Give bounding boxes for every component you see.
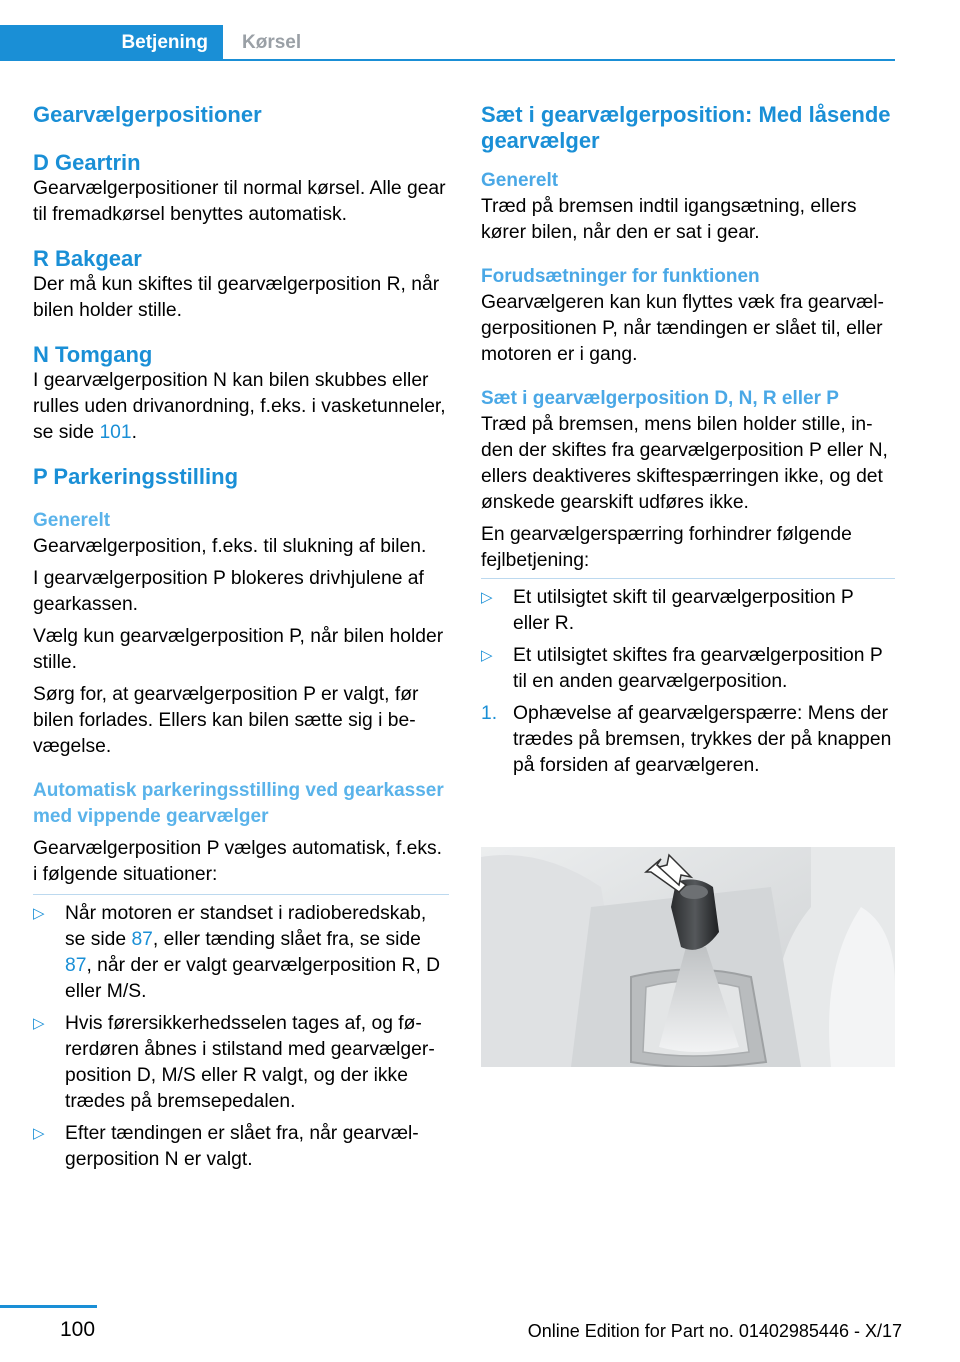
text-p-3: Vælg kun gearvælgerposition P, når bilen holder stille. — [33, 626, 444, 673]
list-divider — [481, 578, 895, 579]
auto-park-list — [33, 901, 449, 1173]
left-column — [33, 102, 449, 1179]
tab-betjening[interactable]: Betjening — [0, 25, 223, 61]
text-p-4: Sørg for, at gearvælgerposition P er valgt, før bilen forlades. Ellers kan bilen sætte sig i bevægelse. — [33, 684, 419, 757]
step-item: 1. Ophævelse af gearvælgerspærre: Mens der trædes på bremsen, trykkes der på knappen på forsiden af gearvælgeren. — [481, 703, 892, 776]
heading-n-tomgang: N Tomgang — [33, 342, 153, 367]
subheading-automatisk-parkering: Automatisk parkeringsstilling ved gearkasser med vippende gearvælger — [33, 780, 444, 827]
tab-korsel[interactable]: Kørsel — [242, 32, 302, 53]
page-number: 100 — [60, 1318, 96, 1341]
list-item: ▷ Efter tændingen er slået fra, når gearvælgerposition N er valgt. — [33, 1123, 419, 1170]
heading-saet-i-d-n-r-p: Sæt i gearvælgerposition D, N, R eller P — [481, 388, 839, 409]
subheading-generelt: Generelt — [33, 510, 111, 531]
page-link-87[interactable]: 87 — [131, 929, 153, 950]
edition-text: Online Edition for Part no. 01402985446 - X/17 — [527, 1321, 902, 1341]
heading-generelt: Generelt — [481, 170, 559, 191]
heading-p-parkeringsstilling: P Parkeringsstilling — [33, 464, 239, 489]
triangle-bullet-icon: ▷ — [33, 905, 45, 922]
page-link-87[interactable]: 87 — [65, 955, 87, 976]
heading-r-bakgear: R Bakgear — [33, 246, 142, 271]
text-spaerring: En gearvælgerspærring forhindrer følgende fejlbetjening: — [481, 524, 852, 571]
gear-selector-drawing — [481, 847, 895, 1067]
triangle-bullet-icon: ▷ — [33, 1015, 45, 1032]
list-divider — [33, 894, 449, 895]
list-item: ▷ Hvis førersikkerhedsselen tages af, og førerdøren åbnes i stilstand med gearvælgerposition D, M/S eller R valgt, og der ikke trædes på bremsepedalen. — [33, 1013, 435, 1112]
text-forudsaetninger: Gearvælgeren kan kun flyttes væk fra gearvælgerpositionen P, når tændingen er slået til, eller motoren er i gang. — [481, 292, 884, 365]
list-item: ▷ Når motoren er standset i radioberedskab, se side 87, eller tænding slået fra, se side 87, når der er valgt gearvælgerposition R, D eller M/S. — [33, 903, 441, 1002]
text-p-1: Gearvælgerposition, f.eks. til slukning af bilen. — [33, 536, 427, 557]
text-r-bakgear: Der må kun skiftes til gearvælgerposition R, når bilen holder stille. — [33, 274, 440, 321]
text-generelt: Træd på bremsen indtil igangsætning, ellers kører bilen, når den er sat i gear. — [481, 196, 857, 243]
list-item: ▷ Et utilsigtet skift til gearvælgerposition P eller R. — [481, 587, 854, 634]
step-number: 1. — [481, 703, 498, 724]
section-title-saet-i-gear: Sæt i gearvælgerposition: Med låsende gearvælger — [481, 102, 891, 153]
list-item: ▷ Et utilsigtet skiftes fra gearvælgerposition P til en anden gearvælgerposition. — [481, 645, 883, 692]
text-automatisk: Gearvælgerposition P vælges automatisk, f.eks. i følgende situationer: — [33, 838, 443, 885]
step-list — [481, 701, 895, 779]
triangle-bullet-icon: ▷ — [481, 589, 493, 606]
text-d-geartrin: Gearvælgerpositioner til normal kørsel. Alle gear til fremadkørsel benyttes automatisk. — [33, 178, 446, 225]
page-link-101[interactable]: 101 — [99, 422, 132, 443]
chapter-tabs — [0, 25, 895, 61]
heading-forudsaetninger: Forudsætninger for funktionen — [481, 266, 760, 287]
fejlbetjening-list — [481, 585, 895, 695]
right-column — [481, 102, 895, 785]
text-saet-i: Træd på bremsen, mens bilen holder stille, inden der skiftes fra gearvælgerposition P eller N, ellers deaktiveres skiftespærringen ikke, og det ønskede gearskift udføres ikke. — [481, 414, 888, 513]
footer-accent-line — [0, 1305, 97, 1308]
text-p-2: I gearvælgerposition P blokeres drivhjulene af gearkassen. — [33, 568, 424, 615]
section-title-gearvaelgerpositioner: Gearvælgerpositioner — [33, 102, 262, 127]
triangle-bullet-icon: ▷ — [481, 647, 493, 664]
gear-selector-illustration — [481, 847, 895, 1067]
heading-d-geartrin: D Geartrin — [33, 150, 141, 175]
triangle-bullet-icon: ▷ — [33, 1125, 45, 1142]
text-n-tomgang: I gearvælgerposition N kan bilen skubbes eller rulles uden drivanordning, f.eks. i vasketunneler, se side 101. — [33, 370, 446, 443]
